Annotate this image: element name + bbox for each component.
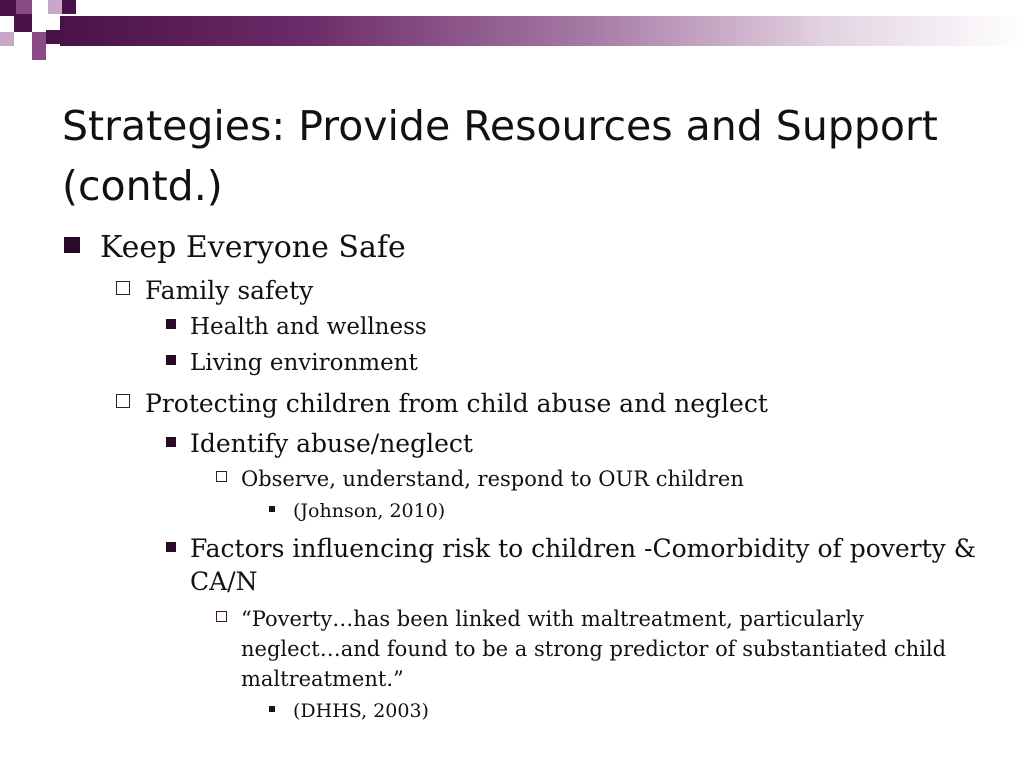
square-bullet-icon xyxy=(269,706,275,712)
square-bullet-icon xyxy=(166,355,176,365)
bullet-list xyxy=(62,225,982,726)
bullet-text: Observe, understand, respond to OUR children xyxy=(241,467,744,491)
decorative-square xyxy=(46,30,60,44)
hollow-square-bullet-icon xyxy=(216,471,227,482)
bullet-text: Health and wellness xyxy=(190,314,427,340)
square-bullet-icon xyxy=(166,542,176,552)
decorative-square xyxy=(0,32,14,46)
bullet-text: Protecting children from child abuse and neglect xyxy=(145,389,768,418)
bullet-text: Family safety xyxy=(145,276,314,305)
hollow-square-bullet-icon xyxy=(216,611,227,622)
square-bullet-icon xyxy=(64,237,80,253)
square-bullet-icon xyxy=(269,506,275,512)
bullet-level1 xyxy=(62,225,982,271)
decorative-square xyxy=(62,0,76,14)
bullet-text: (DHHS, 2003) xyxy=(293,700,429,722)
decorative-square xyxy=(48,0,62,14)
bullet-text: (Johnson, 2010) xyxy=(293,500,446,522)
square-bullet-icon xyxy=(166,319,176,329)
bullet-text: “Poverty…has been linked with maltreatment, particularly neglect…and found to be a strong predictor of substantiated child maltreatment.” xyxy=(241,607,947,691)
bullet-text: Living environment xyxy=(190,350,418,376)
header-gradient-bar xyxy=(60,16,1024,46)
decorative-square xyxy=(32,46,46,60)
decorative-square xyxy=(32,32,46,46)
bullet-text: Identify abuse/neglect xyxy=(190,429,473,458)
bullet-level5 xyxy=(267,496,982,526)
slide-title: Strategies: Provide Resources and Support (contd.) xyxy=(62,102,938,210)
bullet-level3 xyxy=(162,427,982,460)
bullet-level2 xyxy=(112,386,982,421)
bullet-level5 xyxy=(267,696,982,726)
bullet-text: Factors influencing risk to children -Comorbidity of poverty & CA/N xyxy=(190,534,976,596)
hollow-square-bullet-icon xyxy=(116,281,130,295)
bullet-level2 xyxy=(112,273,982,308)
bullet-level3 xyxy=(162,310,982,344)
bullet-level4 xyxy=(214,604,961,694)
square-bullet-icon xyxy=(166,437,176,447)
decorative-square xyxy=(14,14,32,32)
bullet-level3 xyxy=(162,532,980,598)
hollow-square-bullet-icon xyxy=(116,394,130,408)
bullet-text: Keep Everyone Safe xyxy=(100,230,406,265)
bullet-level4 xyxy=(214,464,982,494)
bullet-level3 xyxy=(162,346,982,380)
